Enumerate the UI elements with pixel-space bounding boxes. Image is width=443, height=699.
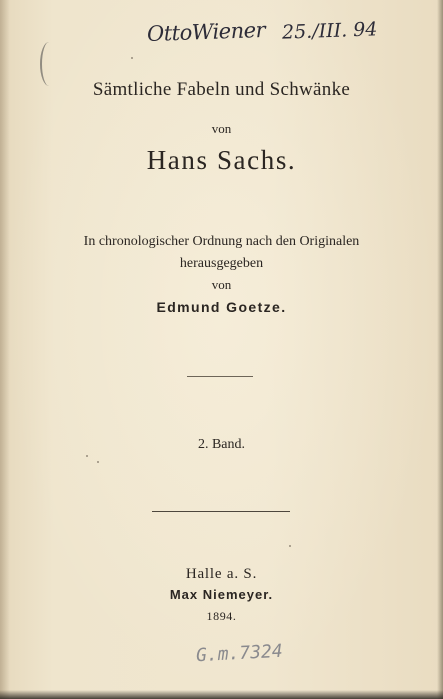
- volume-label: 2. Band.: [197, 437, 246, 452]
- author-name: Hans Sachs.: [146, 145, 297, 175]
- publisher-name: Max Niemeyer.: [169, 587, 274, 602]
- divider-rule-short: [187, 376, 253, 377]
- paper-speck: [97, 461, 99, 463]
- handwritten-owner-name: OttoWiener: [146, 17, 266, 47]
- edition-description-line-1: In chronologischer Ordnung nach den Originalen: [83, 234, 360, 249]
- editor-name: Edmund Goetze.: [156, 299, 287, 315]
- book-title: Sämtliche Fabeln und Schwänke: [92, 79, 351, 100]
- byline-von: von: [211, 121, 232, 136]
- edition-description-line-2: herausgegeben: [179, 256, 264, 271]
- publication-place: Halle a. S.: [185, 566, 258, 582]
- page-edge-bottom: [0, 690, 443, 699]
- handwritten-shelfmark: G.m.7324: [195, 640, 284, 667]
- paper-speck: [289, 545, 291, 547]
- handwritten-date: 25./III. 94: [281, 18, 378, 44]
- paper-speck: [86, 455, 88, 457]
- editor-von: von: [211, 277, 232, 292]
- publication-year: 1894.: [206, 609, 237, 623]
- paper-speck: [131, 57, 133, 59]
- divider-rule-long: [152, 511, 290, 512]
